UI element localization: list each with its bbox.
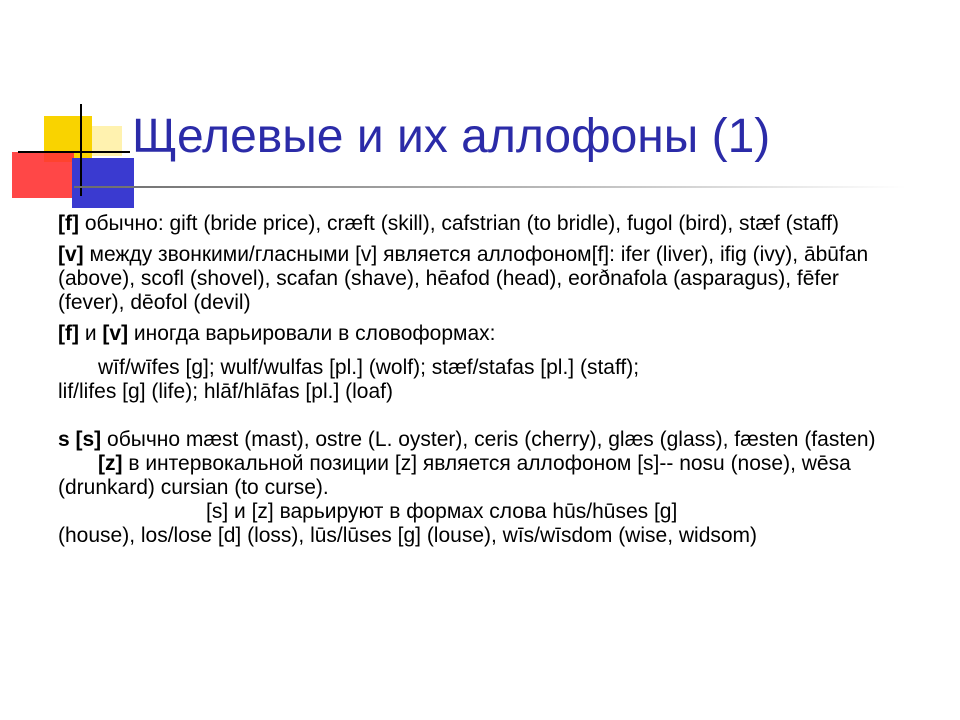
paragraph-v-text: между звонкими/гласными [v] является аллофоном[f]: ifer (liver), ifig (ivy), ābūfan (above), scofl (shovel), scafan (shave), hēafod (head), eorðnafola (asparagus), fēfer (fever), dēofol (devil) <box>58 243 869 314</box>
logo-horizontal-line <box>18 151 130 153</box>
symbol-s: s [s] <box>58 428 102 451</box>
symbol-f: [f] <box>58 212 79 235</box>
slide-logo <box>0 0 140 200</box>
symbol-f-2: [f] <box>58 322 79 345</box>
paragraph-sz-line2: (house), los/lose [d] (loss), lūs/lūses [g] (louse), wīs/wīsdom (wise, widsom) <box>58 524 758 547</box>
conjunction: и <box>78 322 103 345</box>
spacer <box>58 404 908 428</box>
paragraph-v <box>58 243 908 315</box>
logo-vertical-line <box>80 104 82 196</box>
paragraph-fv-text: иногда варьировали в словоформах: <box>128 322 496 345</box>
paragraph-fv <box>58 322 908 346</box>
symbol-z: [z] <box>98 452 123 475</box>
paragraph-z-text: в интервокальной позиции [z] является аллофоном [s]-- nosu (nose), wēsa (drunkard) cursian (to curse). <box>58 452 851 499</box>
title-underline <box>74 186 906 188</box>
paragraph-f-text: обычно: gift (bride price), cræft (skill), cafstrian (to bridle), fugol (bird), stæf (staff) <box>78 212 839 235</box>
examples-fv-line1: wīf/wīfes [g]; wulf/wulfas [pl.] (wolf); stæf/stafas [pl.] (staff); <box>98 356 640 379</box>
slide-title: Щелевые и их аллофоны (1) <box>132 110 771 163</box>
symbol-v-2: [v] <box>102 322 129 345</box>
paragraph-z <box>58 452 908 500</box>
paragraph-f <box>58 212 908 236</box>
paragraph-sz-line1: [s] и [z] варьируют в формах слова hūs/hūses [g] <box>206 500 678 523</box>
symbol-v: [v] <box>58 243 84 266</box>
paragraph-sz <box>58 500 908 548</box>
paragraph-s <box>58 428 908 452</box>
paragraph-s-text: обычно mæst (mast), ostre (L. oyster), ceris (cherry), glæs (glass), fæsten (fasten) <box>101 428 876 451</box>
slide-content <box>58 212 908 548</box>
examples-fv-line2: lif/lifes [g] (life); hlāf/hlāfas [pl.] (loaf) <box>58 380 393 403</box>
logo-red-square <box>12 152 74 198</box>
examples-fv <box>58 356 908 404</box>
